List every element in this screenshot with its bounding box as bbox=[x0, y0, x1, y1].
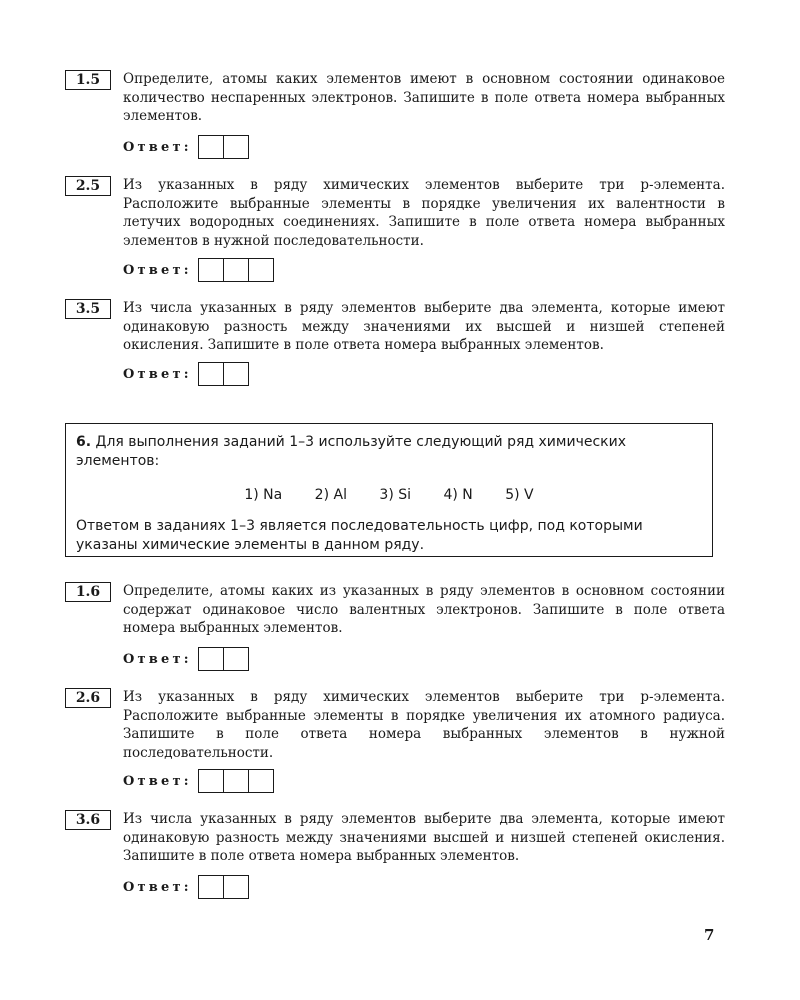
answer-cells bbox=[198, 875, 249, 899]
task-2-6 bbox=[65, 688, 725, 789]
instructions-box bbox=[65, 423, 713, 557]
answer-cell[interactable] bbox=[199, 363, 224, 385]
task-number: 3.6 bbox=[65, 810, 111, 830]
answer-cell[interactable] bbox=[224, 770, 249, 792]
answer-label: Ответ: bbox=[123, 879, 192, 895]
element-item: 5) V bbox=[505, 487, 534, 503]
task-text: Определите, атомы каких из указанных в ряду элементов в основном состоянии содержат одинаковое число валентных электронов. Запишите в поле ответа номера выбранных элементов. bbox=[123, 583, 725, 636]
instructions-note: Ответом в заданиях 1–3 является последовательность цифр, под которыми указаны химические элементы в данном ряду. bbox=[76, 518, 643, 553]
answer-label: Ответ: bbox=[123, 773, 192, 789]
task-number: 1.5 bbox=[65, 70, 111, 90]
answer-cell[interactable] bbox=[249, 770, 273, 792]
answer-cell[interactable] bbox=[224, 876, 248, 898]
answer-label: Ответ: bbox=[123, 139, 192, 155]
task-text: Из указанных в ряду химических элементов выберите три p-элемента. Расположите выбранные элементы в порядке увеличения их валентности в летучих водородных соединениях. Запишите в поле ответа номера выбранных элементов в нужной последовательности. bbox=[123, 177, 725, 249]
task-2-5 bbox=[65, 176, 725, 278]
answer-label: Ответ: bbox=[123, 366, 192, 382]
element-list bbox=[66, 486, 712, 505]
task-text: Из указанных в ряду химических элементов выберите три p-элемента. Расположите выбранные элементы в порядке увеличения их атомного радиуса. Запишите в поле ответа номера выбранных элементов в нужной последовательности. bbox=[123, 689, 725, 761]
answer-row bbox=[123, 135, 249, 159]
instructions-text: Для выполнения заданий 1–3 используйте следующий ряд химических элементов: bbox=[76, 434, 626, 469]
answer-cell[interactable] bbox=[199, 770, 224, 792]
answer-cell[interactable] bbox=[199, 648, 224, 670]
task-3-5 bbox=[65, 299, 725, 382]
instructions-intro bbox=[76, 433, 702, 471]
task-number: 2.5 bbox=[65, 176, 111, 196]
element-item: 3) Si bbox=[379, 487, 412, 503]
answer-cell[interactable] bbox=[199, 136, 224, 158]
answer-cell[interactable] bbox=[249, 259, 273, 281]
task-number: 2.6 bbox=[65, 688, 111, 708]
answer-row bbox=[123, 258, 274, 282]
task-text: Определите, атомы каких элементов имеют в основном состоянии одинаковое количество неспаренных электронов. Запишите в поле ответа номера выбранных элементов. bbox=[123, 71, 725, 124]
answer-cells bbox=[198, 258, 274, 282]
answer-cells bbox=[198, 362, 249, 386]
task-3-6 bbox=[65, 810, 725, 895]
page-number: 7 bbox=[704, 926, 715, 944]
answer-cell[interactable] bbox=[199, 876, 224, 898]
task-number: 3.5 bbox=[65, 299, 111, 319]
answer-cells bbox=[198, 647, 249, 671]
answer-cell[interactable] bbox=[224, 648, 248, 670]
task-text: Из числа указанных в ряду элементов выберите два элемента, которые имеют одинаковую разность между значениями высшей и низшей степеней окисления. Запишите в поле ответа номера выбранных элементов. bbox=[123, 811, 725, 864]
task-text: Из числа указанных в ряду элементов выберите два элемента, которые имеют одинаковую разность между значениями их высшей и низшей степеней окисления. Запишите в поле ответа номера выбранных элементов. bbox=[123, 300, 725, 353]
answer-cell[interactable] bbox=[224, 363, 248, 385]
answer-cells bbox=[198, 135, 249, 159]
answer-row bbox=[123, 362, 249, 386]
element-item: 2) Al bbox=[314, 487, 347, 503]
answer-cell[interactable] bbox=[224, 136, 248, 158]
element-item: 4) N bbox=[443, 487, 473, 503]
answer-cell[interactable] bbox=[199, 259, 224, 281]
answer-cell[interactable] bbox=[224, 259, 249, 281]
answer-cells bbox=[198, 769, 274, 793]
task-number: 1.6 bbox=[65, 582, 111, 602]
answer-row bbox=[123, 769, 274, 793]
task-1-6 bbox=[65, 582, 725, 667]
instructions-number: 6. bbox=[76, 434, 92, 450]
answer-label: Ответ: bbox=[123, 651, 192, 667]
answer-row bbox=[123, 875, 249, 899]
answer-row bbox=[123, 647, 249, 671]
answer-label: Ответ: bbox=[123, 262, 192, 278]
task-1-5 bbox=[65, 70, 725, 155]
element-item: 1) Na bbox=[244, 487, 283, 503]
